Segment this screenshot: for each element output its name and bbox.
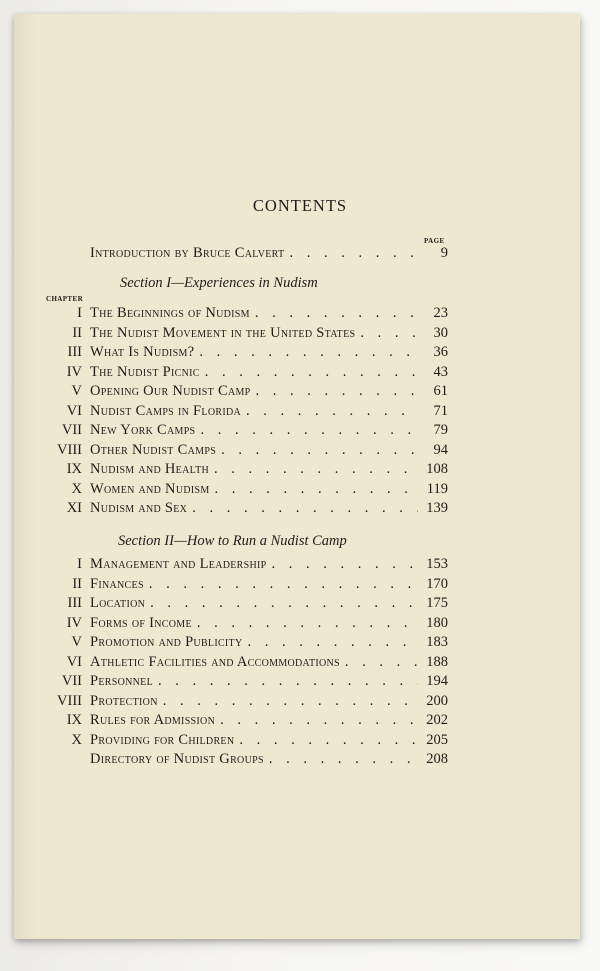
- toc-entry-title: Personnel: [90, 673, 153, 689]
- dot-leader: [145, 594, 418, 613]
- toc-entry: [40, 343, 448, 362]
- toc-entry: [40, 594, 448, 613]
- toc-entry-title: Protection: [90, 692, 158, 709]
- dot-leader: [340, 653, 418, 672]
- toc-entry-title: Women and Nudism: [90, 480, 210, 497]
- toc-entry-page: 170: [426, 575, 448, 592]
- chapter-number: III: [67, 595, 82, 611]
- toc-entry: [40, 653, 448, 672]
- toc-entry-page: 94: [433, 441, 448, 458]
- toc-entry-title: Nudism and Health: [90, 461, 210, 477]
- toc-entry-title: The Beginnings of Nudism: [90, 305, 250, 321]
- toc-entry-title: Rules for Admission: [90, 712, 216, 728]
- chapter-column-label: CHAPTER: [46, 295, 84, 303]
- chapter-number: IX: [66, 712, 82, 728]
- chapter-number: VI: [66, 402, 82, 419]
- toc-entry-title: Nudism and Sex: [90, 500, 188, 516]
- toc-entry: [40, 363, 448, 382]
- toc-entry-title: Introduction by Bruce Calvert: [90, 245, 285, 261]
- toc-entry-page: 71: [433, 402, 448, 419]
- toc-entry-page: 43: [433, 363, 448, 380]
- dot-leader: [192, 614, 418, 633]
- dot-leader: [267, 555, 419, 574]
- dot-leader: [209, 460, 418, 479]
- toc-entry: [40, 441, 448, 460]
- chapter-number: I: [77, 556, 82, 572]
- toc-entry-page: 23: [433, 305, 448, 321]
- dot-leader: [187, 499, 418, 518]
- toc-entry-page: 108: [426, 461, 448, 477]
- dot-leader: [355, 324, 418, 343]
- chapter-number: IX: [66, 461, 82, 477]
- toc-entry-title: Nudist Camps in Florida: [90, 402, 241, 419]
- chapter-number: IV: [66, 363, 82, 380]
- chapter-number: IV: [66, 614, 82, 631]
- toc-entry-title: Opening Our Nudist Camp: [90, 383, 251, 399]
- toc-entry: [40, 460, 448, 479]
- dot-leader: [216, 441, 418, 460]
- toc-entry-title: What Is Nudism?: [90, 344, 195, 360]
- toc-entry: [40, 402, 448, 421]
- toc-entry-introduction: [40, 244, 448, 263]
- chapter-number: VIII: [57, 441, 82, 458]
- dot-leader: [284, 244, 418, 263]
- toc-entry: [40, 480, 448, 499]
- dot-leader: [250, 304, 418, 323]
- toc-entry: [40, 324, 448, 343]
- toc-entry-title: Finances: [90, 575, 144, 592]
- dot-leader: [215, 711, 418, 730]
- toc-entry-page: 202: [426, 712, 448, 728]
- toc-entry: [40, 750, 448, 769]
- chapter-number: I: [77, 305, 82, 321]
- dot-leader: [243, 633, 419, 652]
- toc-entry: [40, 614, 448, 633]
- chapter-number: XI: [66, 500, 82, 516]
- chapter-number: II: [72, 575, 82, 592]
- chapter-number: X: [71, 480, 82, 497]
- toc-entry-title: Providing for Children: [90, 731, 235, 748]
- toc-entry-page: 175: [426, 595, 448, 611]
- toc-entry-title: Location: [90, 595, 146, 611]
- chapter-number: VI: [66, 653, 82, 670]
- chapter-number: VII: [61, 422, 82, 438]
- toc-entry: [40, 711, 448, 730]
- dot-leader: [241, 402, 418, 421]
- toc-entry-page: 208: [426, 751, 448, 767]
- page-column-label: PAGE: [424, 237, 445, 245]
- dot-leader: [234, 731, 418, 750]
- toc-entry-page: 205: [426, 731, 448, 748]
- toc-entry-page: 9: [440, 245, 448, 261]
- toc-entry-page: 188: [426, 653, 448, 670]
- chapter-number: VII: [61, 673, 82, 689]
- toc-entry-page: 194: [426, 673, 448, 689]
- dot-leader: [251, 382, 418, 401]
- chapter-number: V: [71, 383, 82, 399]
- toc-entry: [40, 421, 448, 440]
- dot-leader: [144, 575, 418, 594]
- toc-entry-title: Promotion and Publicity: [90, 634, 243, 650]
- toc-entry: [40, 633, 448, 652]
- toc-entry-title: The Nudist Picnic: [90, 363, 200, 380]
- toc-entry-title: Directory of Nudist Groups: [90, 751, 264, 767]
- toc-entry: [40, 304, 448, 323]
- dot-leader: [195, 421, 418, 440]
- contents-heading: CONTENTS: [252, 196, 348, 215]
- toc-entry-page: 180: [426, 614, 448, 631]
- toc-entry-title: Management and Leadership: [90, 556, 267, 572]
- chapter-number: X: [71, 731, 82, 748]
- toc-entry-title: Forms of Income: [90, 614, 192, 631]
- toc-entry-title: Other Nudist Camps: [90, 441, 217, 458]
- chapter-number: V: [71, 634, 82, 650]
- toc-entry-page: 200: [426, 692, 448, 709]
- section-2-title: Section II—How to Run a Nudist Camp: [118, 533, 347, 549]
- toc-entry-title: New York Camps: [90, 422, 196, 438]
- toc-entry-page: 79: [433, 422, 448, 438]
- toc-entry-title: The Nudist Movement in the United States: [90, 324, 356, 341]
- toc-entry-page: 153: [426, 556, 448, 572]
- toc-entry: [40, 499, 448, 518]
- chapter-number: VIII: [57, 692, 82, 709]
- toc-entry-title: Athletic Facilities and Accommodations: [90, 653, 340, 670]
- toc-entry-page: 61: [433, 383, 448, 399]
- toc-entry: [40, 692, 448, 711]
- toc-entry: [40, 575, 448, 594]
- toc-entry-page: 30: [433, 324, 448, 341]
- toc-entry: [40, 731, 448, 750]
- toc-entry: [40, 382, 448, 401]
- dot-leader: [194, 343, 418, 362]
- toc-entry-page: 139: [426, 500, 448, 516]
- toc-entry-page: 119: [426, 480, 448, 497]
- chapter-number: II: [72, 324, 82, 341]
- dot-leader: [153, 672, 418, 691]
- toc-entry: [40, 555, 448, 574]
- toc-entry-page: 36: [433, 344, 448, 360]
- dot-leader: [200, 363, 418, 382]
- chapter-number: III: [67, 344, 82, 360]
- toc-entry: [40, 672, 448, 691]
- dot-leader: [210, 480, 418, 499]
- section-1-title: Section I—Experiences in Nudism: [120, 275, 318, 291]
- toc-entry-page: 183: [426, 634, 448, 650]
- dot-leader: [264, 750, 418, 769]
- dot-leader: [158, 692, 418, 711]
